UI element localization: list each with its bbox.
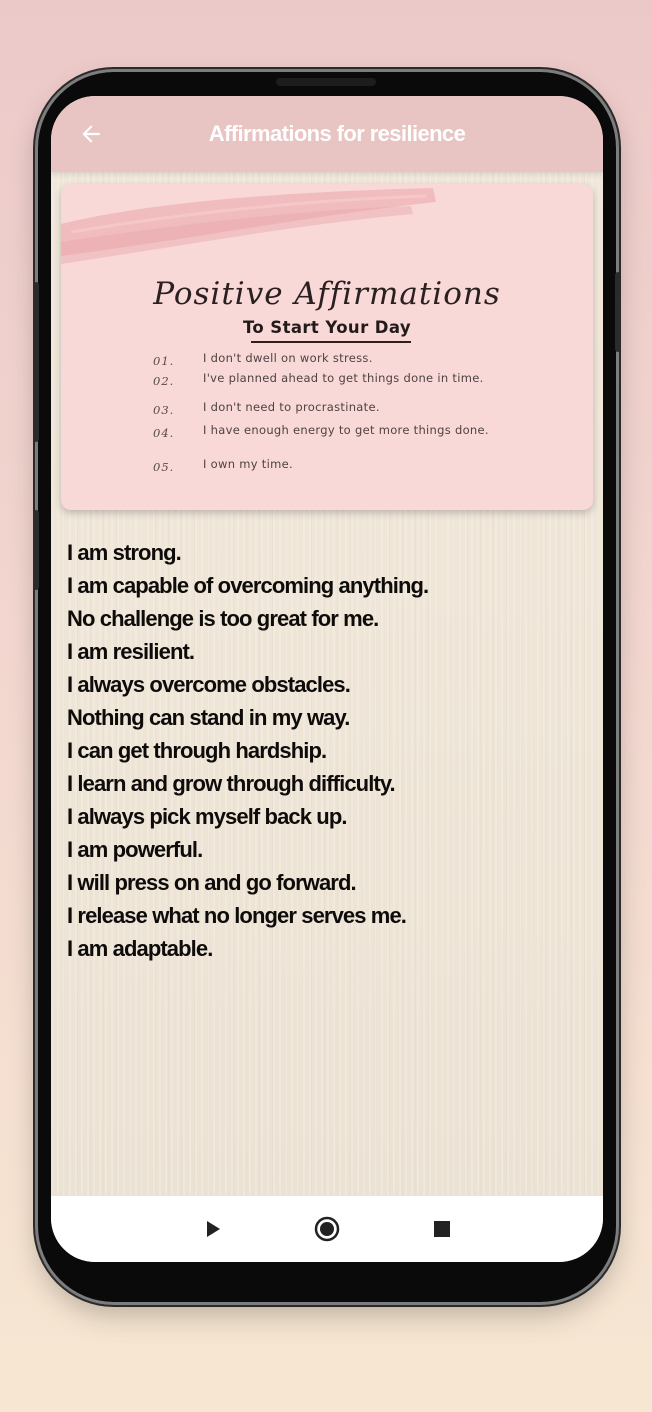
affirmation-line: I release what no longer serves me. [67, 903, 406, 928]
system-nav-bar [51, 1196, 603, 1262]
affirmation-line: I always pick myself back up. [67, 804, 347, 829]
nav-back-button[interactable] [189, 1196, 237, 1262]
card-list-item [61, 423, 593, 456]
back-button[interactable] [73, 116, 109, 152]
affirmation-line: I learn and grow through difficulty. [67, 771, 395, 796]
affirmation-line: I am resilient. [67, 639, 195, 664]
card-list-item [61, 457, 593, 490]
phone-frame [38, 72, 616, 1302]
app-screen [51, 96, 603, 1262]
card-item-text: I've planned ahead to get things done in time. [203, 371, 484, 385]
side-button [33, 510, 39, 590]
affirmation-line: I am capable of overcoming anything. [67, 573, 429, 598]
brush-stroke-decoration [61, 184, 593, 284]
card-item-text: I have enough energy to get more things done. [203, 423, 489, 437]
square-recents-icon [432, 1219, 452, 1239]
triangle-play-icon [203, 1219, 223, 1239]
card-item-number: 03. [153, 403, 175, 417]
affirmation-line: Nothing can stand in my way. [67, 705, 350, 730]
affirmation-line: I will press on and go forward. [67, 870, 356, 895]
affirmation-line: I can get through hardship. [67, 738, 327, 763]
affirmation-line: I am adaptable. [67, 936, 213, 961]
card-underline [251, 341, 411, 343]
card-script-title: Positive Affirmations [153, 276, 501, 312]
card-item-number: 05. [153, 460, 175, 474]
nav-recents-button[interactable] [418, 1196, 466, 1262]
affirmation-line: I am powerful. [67, 837, 203, 862]
card-item-text: I don't dwell on work stress. [203, 351, 373, 365]
circle-home-icon [313, 1215, 341, 1243]
page-title: Affirmations for resilience [208, 121, 466, 146]
card-item-number: 01. [153, 354, 175, 368]
card-item-number: 02. [153, 374, 175, 388]
affirmation-list [67, 536, 587, 965]
nav-home-button[interactable] [303, 1196, 351, 1262]
affirmations-image-card [61, 184, 593, 510]
affirmation-line: I always overcome obstacles. [67, 672, 350, 697]
app-bar [51, 96, 603, 172]
affirmation-line: No challenge is too great for me. [67, 606, 379, 631]
earpiece-speaker [276, 78, 376, 86]
card-item-text: I own my time. [203, 457, 293, 471]
volume-button [33, 282, 39, 442]
arrow-left-icon [78, 121, 104, 147]
card-subtitle: To Start Your Day [242, 318, 412, 337]
card-item-number: 04. [153, 426, 175, 440]
power-button [615, 272, 621, 352]
card-item-text: I don't need to procrastinate. [203, 400, 380, 414]
affirmation-line: I am strong. [67, 540, 181, 565]
